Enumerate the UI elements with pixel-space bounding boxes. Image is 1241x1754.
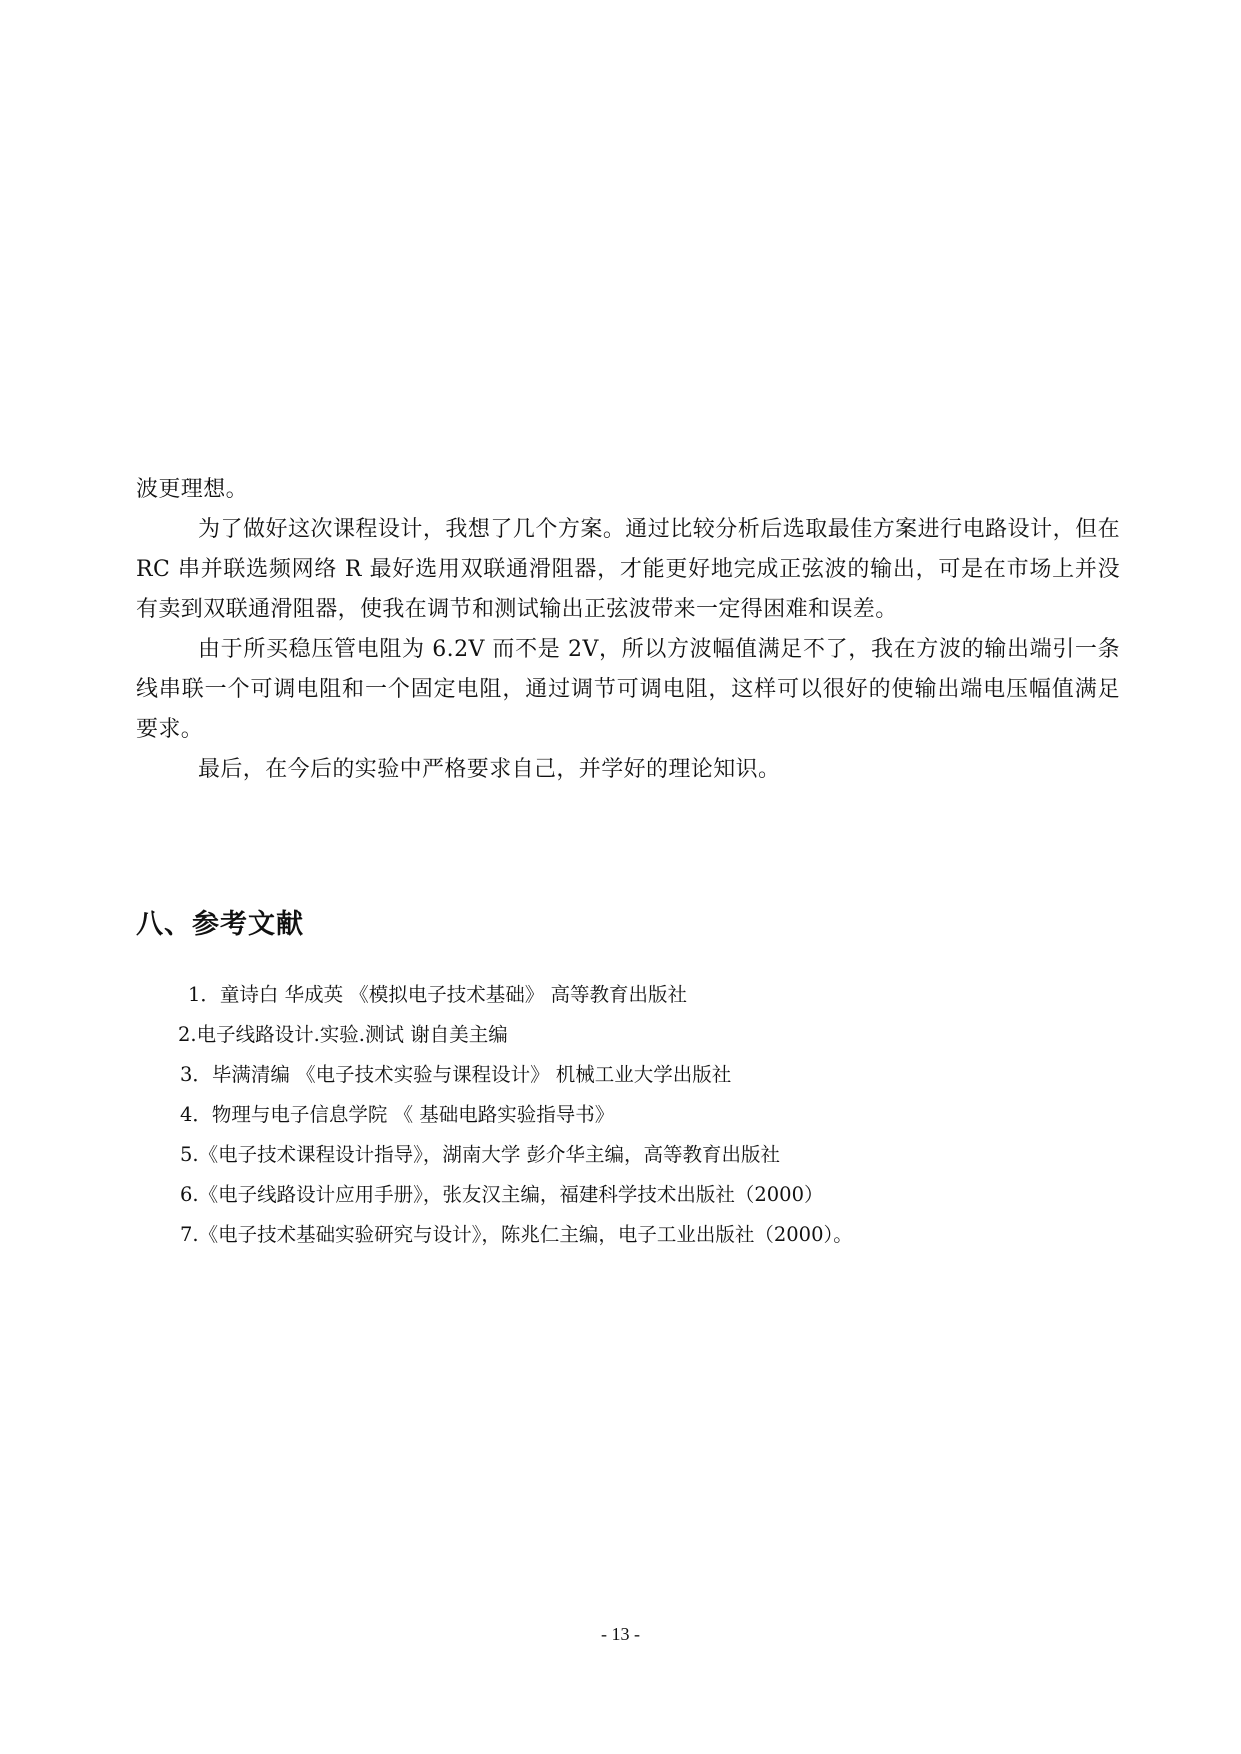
reference-item: 7.《电子技术基础实验研究与设计》，陈兆仁主编，电子工业出版社（2000）。 (180, 1223, 853, 1246)
paragraph: 为了做好这次课程设计，我想了几个方案。通过比较分析后选取最佳方案进行电路设计，但在 RC 串并联选频网络 R 最好选用双联通滑阻器，才能更好地完成正弦波的输出，可是在市场上并没有卖到双联通滑阻器，使我在调节和测试输出正弦波带来一定得困难和误差。 (136, 517, 1120, 622)
page-number: - 13 - (601, 1624, 640, 1644)
reference-list (180, 975, 1120, 1255)
section-heading: 八、参考文献 (136, 909, 304, 940)
body-text (136, 470, 1120, 790)
paragraph: 最后，在今后的实验中严格要求自己，并学好的理论知识。 (198, 757, 781, 782)
reference-item: 6.《电子线路设计应用手册》，张友汉主编，福建科学技术出版社（2000） (180, 1183, 824, 1206)
paragraph: 波更理想。 (136, 477, 249, 502)
reference-item: 3．毕满清编 《电子技术实验与课程设计》 机械工业大学出版社 (180, 1063, 732, 1086)
reference-item: 4．物理与电子信息学院 《 基础电路实验指导书》 (180, 1103, 615, 1126)
reference-item: 1．童诗白 华成英 《模拟电子技术基础》 高等教育出版社 (188, 983, 688, 1006)
reference-item: 2.电子线路设计.实验.测试 谢自美主编 (178, 1023, 508, 1046)
reference-item: 5.《电子技术课程设计指导》，湖南大学 彭介华主编，高等教育出版社 (180, 1143, 781, 1166)
paragraph: 由于所买稳压管电阻为 6.2V 而不是 2V，所以方波幅值满足不了，我在方波的输出端引一条线串联一个可调电阻和一个固定电阻，通过调节可调电阻，这样可以很好的使输出端电压幅值满足要求。 (136, 637, 1120, 742)
